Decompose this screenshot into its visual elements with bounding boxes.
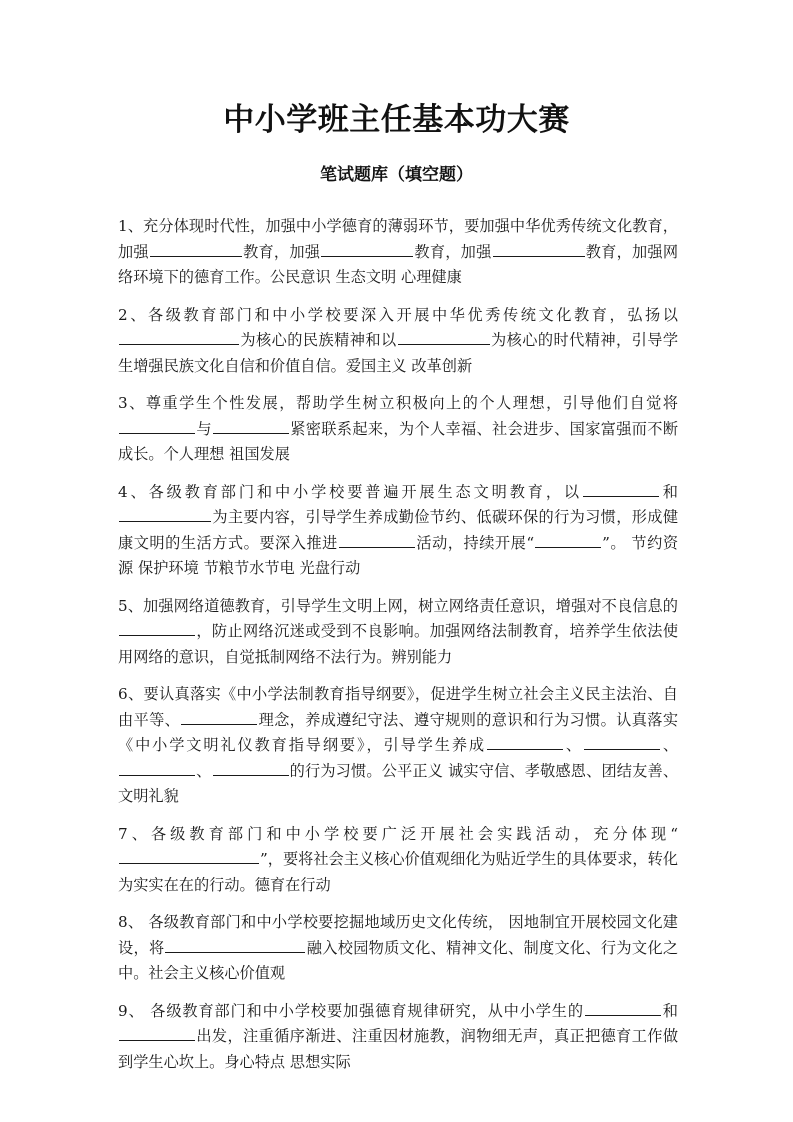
- page-title: 中小学班主任基本功大赛: [223, 102, 570, 138]
- question-item: [118, 214, 678, 291]
- question-text: 4、各级教育部门和中小学校要普遍开展生态文明教育，以: [118, 482, 582, 501]
- question-text: 为核心的时代精神，引导学生增强民族文化自信和价值自信。爱国主义 改革创新: [118, 331, 679, 375]
- answer-blank[interactable]: [119, 418, 195, 434]
- question-text: ”，要将社会主义核心价值观细化为贴近学生的具体要求，转化为实实在在的行动。德育在行动: [118, 850, 678, 894]
- answer-blank[interactable]: [119, 329, 239, 345]
- question-text: 6、要认真落实《中小学法制教育指导纲要》，促进学生树立社会主义民主法治、自由平等、: [118, 685, 678, 729]
- question-item: [118, 303, 678, 380]
- answer-blank[interactable]: [493, 241, 585, 257]
- answer-blank[interactable]: [583, 481, 659, 497]
- question-text: 8、 各级教育部门和中小学校要挖掘地域历史文化传统， 因地制宜开展校园文化建设，将: [118, 913, 678, 957]
- question-text: 和: [659, 482, 678, 501]
- question-text: 2、各级教育部门和中小学校要深入开展中华优秀传统文化教育，弘扬以: [118, 305, 678, 324]
- answer-blank[interactable]: [398, 329, 490, 345]
- answer-blank[interactable]: [321, 241, 413, 257]
- answer-blank[interactable]: [585, 1000, 661, 1016]
- question-item: [118, 594, 678, 671]
- question-text: 出发，注重循序渐进、注重因材施教，润物细无声，真正把德育工作做到学生心坎上。身心特点 思想实际: [118, 1027, 678, 1071]
- question-text: 和: [661, 1001, 678, 1020]
- question-text: 融入校园物质文化、精神文化、制度文化、行为文化之中。社会主义核心价值观: [118, 938, 679, 982]
- question-text: 教育，加强网络环境下的德育工作。公民意识 生态文明 心理健康: [118, 242, 679, 286]
- answer-blank[interactable]: [181, 709, 257, 725]
- question-text: 为核心的民族精神和以: [240, 331, 397, 349]
- answer-blank[interactable]: [119, 848, 259, 864]
- question-item: [118, 822, 678, 899]
- question-text: 活动，持续开展“: [415, 533, 535, 552]
- answer-blank[interactable]: [584, 734, 660, 750]
- answer-blank[interactable]: [119, 760, 195, 776]
- question-text: 理念，养成遵纪守法、遵守规则的意识和行为习惯。认真落实《中小学文明礼仪教育指导纲要》，引导学生养成: [118, 710, 679, 754]
- question-list: [118, 214, 678, 1075]
- question-item: [118, 391, 678, 468]
- question-text: 7、各级教育部门和中小学校要广泛开展社会实践活动，充分体现“: [118, 824, 678, 843]
- question-item: [118, 682, 678, 810]
- answer-blank[interactable]: [119, 506, 211, 522]
- question-text: 3、尊重学生个性发展，帮助学生树立积极向上的个人理想，引导他们自觉将: [118, 394, 678, 412]
- question-text: 教育，加强: [414, 242, 492, 261]
- question-text: 教育，加强: [242, 242, 321, 261]
- answer-blank[interactable]: [339, 532, 415, 548]
- question-text: 、: [563, 736, 583, 754]
- answer-blank[interactable]: [535, 532, 601, 548]
- page-subtitle: 笔试题库（填空题）: [320, 165, 473, 185]
- question-item: [118, 480, 678, 582]
- question-text: 、: [660, 736, 679, 754]
- question-text: 、: [196, 761, 212, 780]
- question-text: 为主要内容，引导学生养成勤俭节约、低碳环保的行为习惯，形成健康文明的生活方式。要深入推进: [118, 508, 678, 552]
- answer-blank[interactable]: [165, 937, 305, 953]
- question-text: 9、 各级教育部门和中小学校要加强德育规律研究，从中小学生的: [118, 1001, 584, 1020]
- question-text: 与: [196, 419, 212, 438]
- answer-blank[interactable]: [119, 1025, 195, 1041]
- question-text: 的行为习惯。公平正义 诚实守信、孝敬感恩、团结友善、文明礼貌: [118, 761, 679, 805]
- question-item: [118, 999, 678, 1076]
- question-item: [118, 910, 678, 987]
- answer-blank[interactable]: [213, 418, 289, 434]
- question-text: 1、充分体现时代性，加强中小学德育的薄弱环节，要加强中华优秀传统文化教育，加强: [118, 217, 678, 261]
- question-text: 紧密联系起来，为个人幸福、社会进步、国家富强而不断成长。个人理想 祖国发展: [118, 419, 679, 463]
- answer-blank[interactable]: [487, 734, 563, 750]
- question-text: 5、加强网络道德教育，引导学生文明上网，树立网络责任意识，增强对不良信息的: [118, 596, 678, 615]
- question-text: ，防止网络沉迷或受到不良影响。加强网络法制教育，培养学生依法使用网络的意识，自觉抵制网络不法行为。辨别能力: [118, 622, 678, 666]
- answer-blank[interactable]: [119, 620, 195, 636]
- question-text: ”。 节约资源 保护环境 节粮节水节电 光盘行动: [118, 533, 679, 577]
- answer-blank[interactable]: [213, 760, 289, 776]
- answer-blank[interactable]: [150, 241, 242, 257]
